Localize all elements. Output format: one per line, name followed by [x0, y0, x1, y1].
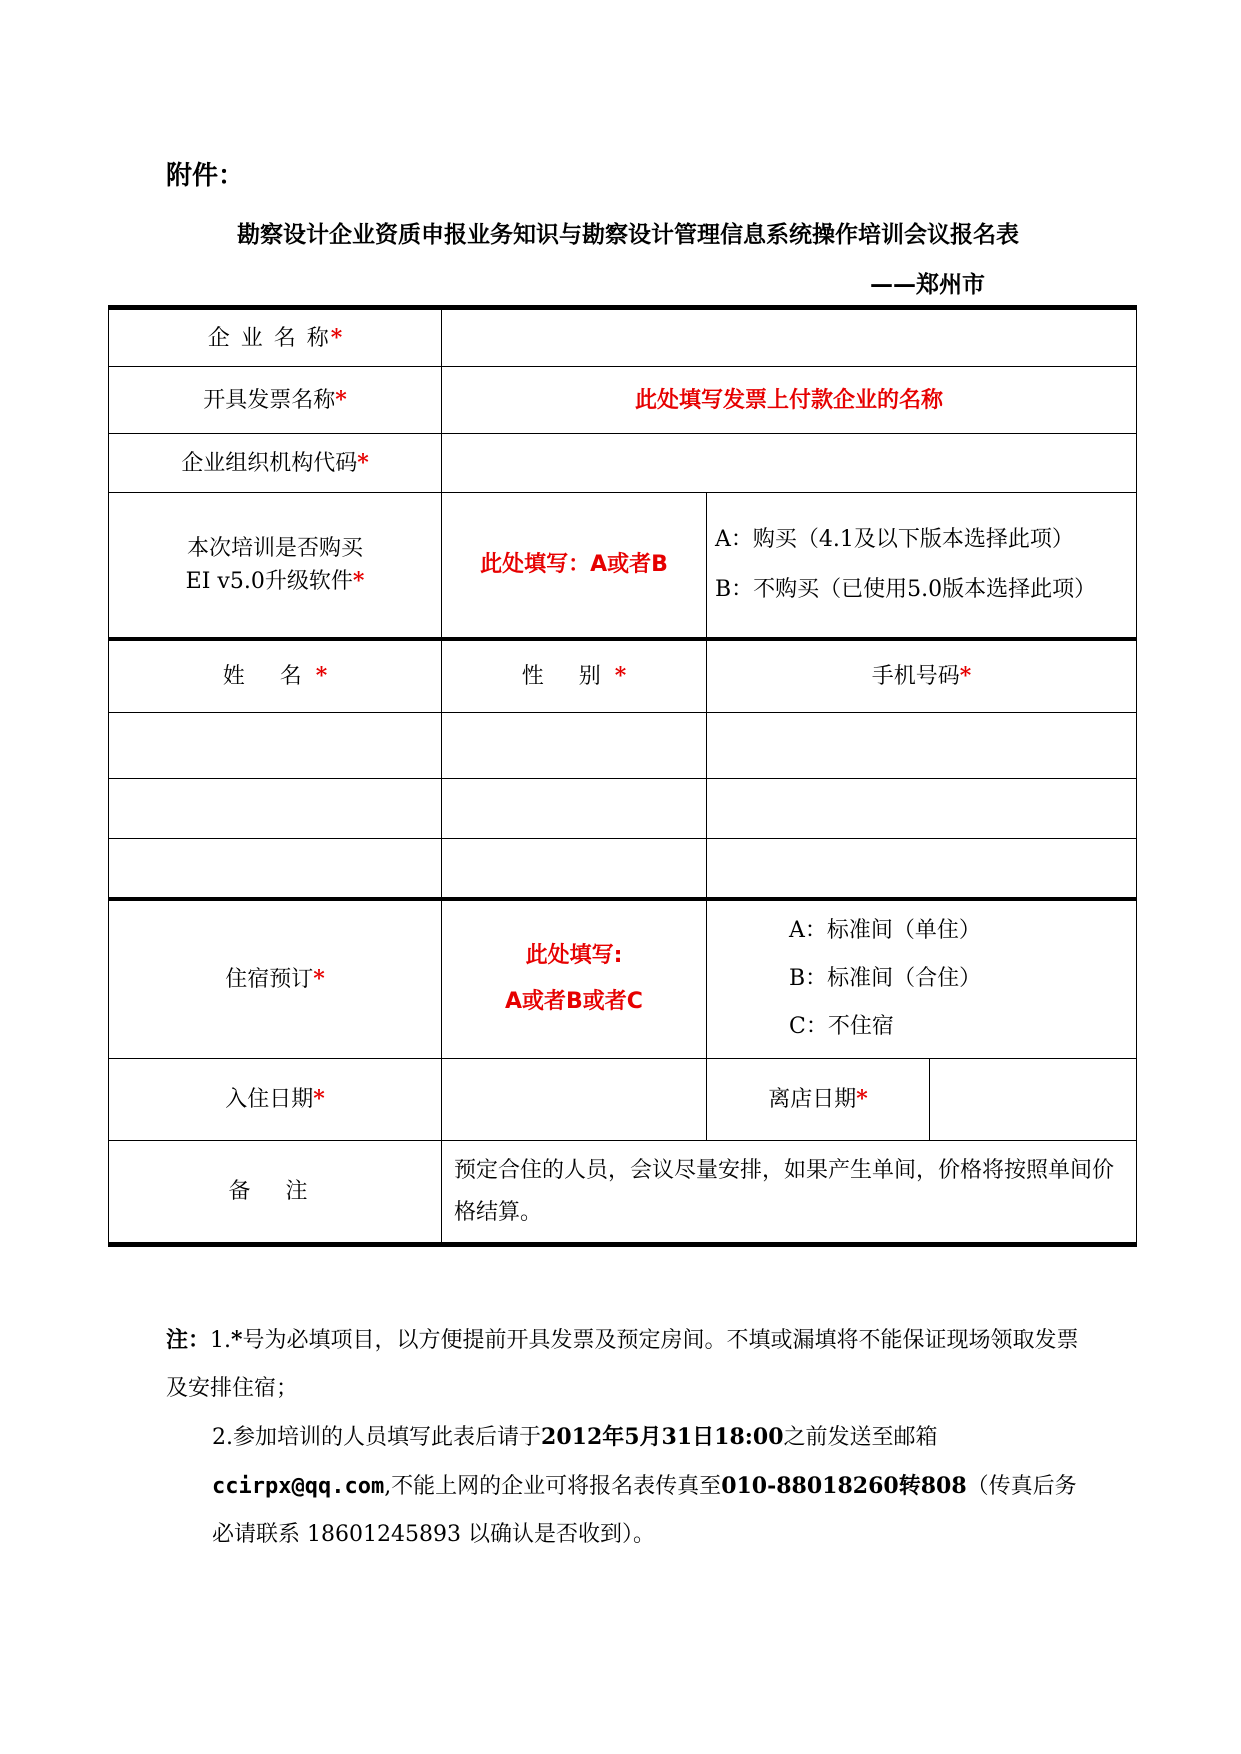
note-2-email[interactable]: ccirpx@qq.com: [212, 1474, 385, 1499]
required-star: *: [614, 662, 627, 689]
remark-label-cell: [109, 1141, 442, 1245]
participant-row: [109, 779, 1137, 839]
name-header-cell: [109, 639, 442, 713]
notes-label: 注：: [166, 1328, 211, 1353]
participant-row: [109, 839, 1137, 899]
company-name-label: 企 业 名 称: [207, 325, 331, 351]
registration-form-table: [108, 305, 1137, 1247]
invoice-name-label: 开具发票名称: [203, 387, 336, 413]
note-2-text-d: （传真后务必请联系 18601245893 以确认是否收到）。: [212, 1474, 1077, 1547]
software-option-b: B：不购买（已使用5.0版本选择此项）: [715, 576, 1097, 602]
accommodation-options-cell: [707, 899, 1137, 1059]
accommodation-hint-line1: 此处填写:: [525, 943, 623, 969]
participant-row: [109, 713, 1137, 779]
software-label-line1: 本次培训是否购买: [186, 535, 363, 561]
required-star: *: [313, 965, 325, 992]
notes-section: [166, 1316, 1086, 1559]
accommodation-label: 住宿预订: [225, 966, 314, 992]
software-label-cell: [109, 493, 442, 639]
participant-gender-cell[interactable]: [442, 713, 707, 779]
invoice-name-label-cell: [109, 367, 442, 434]
participant-gender-cell[interactable]: [442, 779, 707, 839]
required-star: *: [335, 386, 347, 413]
form-title: 勘察设计企业资质申报业务知识与勘察设计管理信息系统操作培训会议报名表: [237, 222, 1019, 248]
note-2-fax: 010-88018260转808: [721, 1473, 967, 1499]
required-star: *: [856, 1086, 868, 1112]
org-code-label: 企业组织机构代码: [181, 450, 358, 476]
software-choice-hint: 此处填写：A或者B: [480, 552, 668, 578]
org-code-label-cell: [109, 434, 442, 493]
software-label-line2: EI v5.0升级软件: [185, 568, 353, 594]
note-2-deadline: 2012年5月31日18:00: [541, 1424, 784, 1450]
remark-label: 备 注: [228, 1179, 322, 1204]
name-header: 姓 名: [222, 663, 316, 689]
checkin-label-cell: [109, 1059, 442, 1141]
note-1-number: 1.: [210, 1328, 232, 1353]
note-2-number: 2.: [212, 1425, 233, 1450]
required-star: *: [357, 449, 369, 476]
checkout-label: 离店日期: [768, 1087, 857, 1112]
required-star: *: [330, 324, 343, 351]
row-participant-header: [109, 639, 1137, 713]
accommodation-hint-line2: A或者B或者C: [505, 989, 643, 1015]
row-accommodation: [109, 899, 1137, 1059]
participant-name-cell[interactable]: [109, 713, 442, 779]
row-software-purchase: [109, 493, 1137, 639]
phone-header: 手机号码: [871, 663, 960, 689]
participant-phone-cell[interactable]: [707, 713, 1137, 779]
participant-name-cell[interactable]: [109, 779, 442, 839]
accommodation-label-cell: [109, 899, 442, 1059]
note-2-text-b: 之前发送至邮箱: [783, 1425, 938, 1450]
note-1: [166, 1316, 1086, 1413]
participant-phone-cell[interactable]: [707, 839, 1137, 899]
company-name-label-cell: [109, 308, 442, 367]
checkin-label: 入住日期: [225, 1087, 314, 1112]
phone-header-cell: [707, 639, 1137, 713]
gender-header-cell: [442, 639, 707, 713]
note-1-star: *: [231, 1327, 243, 1353]
participant-phone-cell[interactable]: [707, 779, 1137, 839]
invoice-name-hint: 此处填写发票上付款企业的名称: [635, 387, 944, 413]
company-name-input-cell[interactable]: [442, 308, 1137, 367]
participant-name-cell[interactable]: [109, 839, 442, 899]
row-dates: [109, 1059, 1137, 1141]
attachment-label: 附件：: [166, 161, 245, 191]
remark-text-cell: [442, 1141, 1137, 1245]
org-code-input-cell[interactable]: [442, 434, 1137, 493]
software-options-cell: [707, 493, 1137, 639]
accommodation-option-a: A：标准间（单住）: [789, 918, 981, 944]
required-star: *: [313, 1086, 325, 1112]
row-org-code: [109, 434, 1137, 493]
accommodation-option-c: C：不住宿: [789, 1014, 894, 1040]
invoice-name-input-cell[interactable]: [442, 367, 1137, 434]
remark-text: 预定合住的人员，会议尽量安排，如果产生单间，价格将按照单间价格结算。: [454, 1157, 1115, 1225]
checkin-date-input-cell[interactable]: [442, 1059, 707, 1141]
software-choice-input-cell[interactable]: [442, 493, 707, 639]
required-star: *: [352, 567, 365, 594]
note-1-text: 号为必填项目，以方便提前开具发票及预定房间。不填或漏填将不能保证现场领取发票及安排住宿；: [166, 1328, 1079, 1401]
software-option-a: A：购买（4.1及以下版本选择此项）: [715, 526, 1074, 552]
note-2: [166, 1413, 1086, 1559]
required-star: *: [315, 662, 328, 689]
row-company-name: [109, 308, 1137, 367]
form-subtitle-city: ——郑州市: [870, 272, 985, 298]
row-remark: [109, 1141, 1137, 1245]
gender-header: 性 别: [521, 663, 615, 689]
row-invoice-name: [109, 367, 1137, 434]
note-2-text-c: ,不能上网的企业可将报名表传真至: [384, 1474, 722, 1499]
note-2-text-a: 参加培训的人员填写此表后请于: [233, 1425, 542, 1450]
required-star: *: [959, 662, 972, 689]
accommodation-choice-input-cell[interactable]: [442, 899, 707, 1059]
participant-gender-cell[interactable]: [442, 839, 707, 899]
accommodation-option-b: B：标准间（合住）: [789, 966, 982, 992]
checkout-label-cell: [707, 1059, 930, 1141]
checkout-date-input-cell[interactable]: [930, 1059, 1137, 1141]
